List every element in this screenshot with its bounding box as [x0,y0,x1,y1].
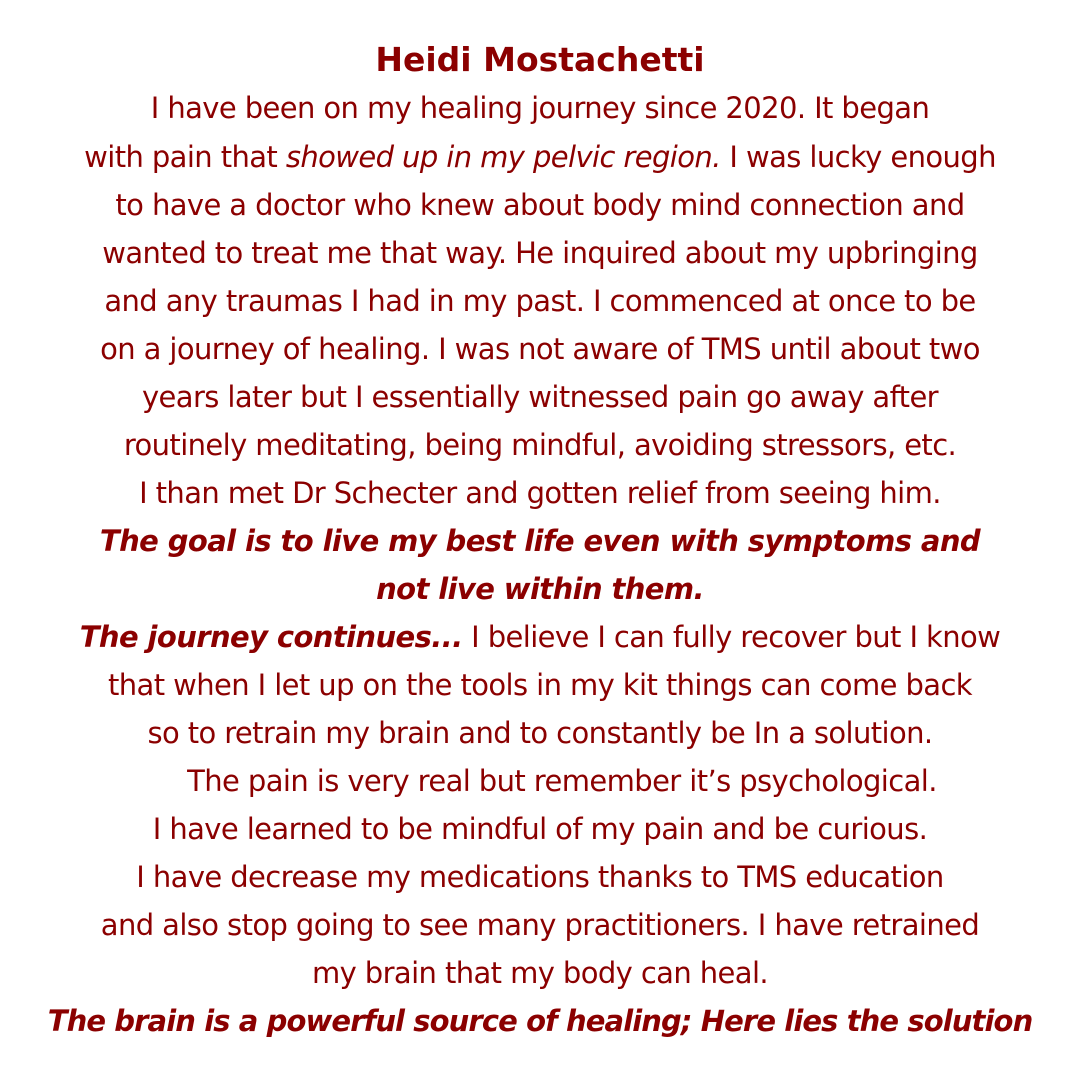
text-line: my brain that my body can heal. [311,956,769,990]
text-line: I than met Dr Schecter and gotten relief from seeing him. [139,476,941,510]
text-line: wanted to treat me that way. He inquired about my upbringing [102,236,978,270]
text-line: I have learned to be mindful of my pain and be curious. [152,812,928,846]
text-segment: with pain that [84,140,286,174]
highlight-quote-line: The goal is to live my best life even with symptoms and [99,524,981,558]
text-line: that when I let up on the tools in my kit things can come back [108,668,972,702]
text-line [0,617,1080,657]
emphasized-lead-in: The journey continues... [79,620,463,654]
text-line: and also stop going to see many practitioners. I have retrained [100,908,980,942]
highlight-quote-line: not live within them. [376,572,704,606]
text-line: The pain is very real but remember it’s psychological. [187,764,937,798]
text-line: and any traumas I had in my past. I commenced at once to be [104,284,976,318]
text-segment: I believe I can fully recover but I know [462,620,1001,654]
text-line: on a journey of healing. I was not aware of TMS until about two [100,332,980,366]
closing-quote-line: The brain is a powerful source of healing; Here lies the solution [47,1004,1033,1038]
text-line: routinely meditating, being mindful, avoiding stressors, etc. [123,428,957,462]
text-line: I have decrease my medications thanks to TMS education [136,860,944,894]
testimonial-author-name: Heidi Mostachetti [375,40,705,79]
text-segment: I was lucky enough [720,140,996,174]
text-line: years later but I essentially witnessed pain go away after [141,380,939,414]
text-line: to have a doctor who knew about body mind connection and [115,188,965,222]
emphasized-text: showed up in my pelvic region. [285,140,721,174]
text-line: I have been on my healing journey since 2020. It began [150,91,930,125]
text-line: so to retrain my brain and to constantly be In a solution. [147,716,933,750]
text-line [0,137,1080,177]
